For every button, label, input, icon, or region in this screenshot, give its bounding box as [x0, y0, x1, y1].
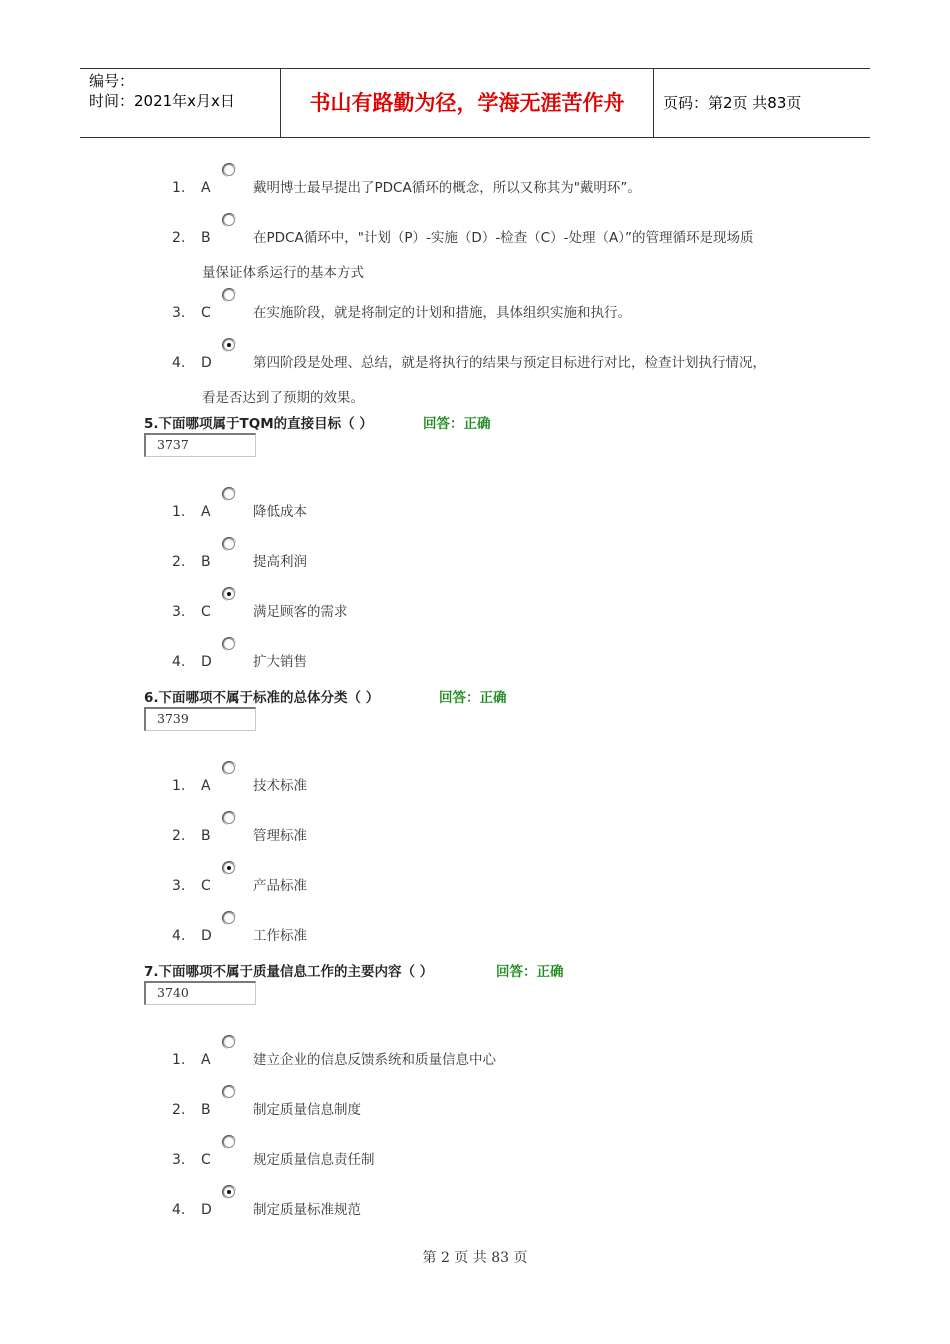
option-letter: D — [201, 654, 212, 670]
option-number: 4. — [172, 355, 186, 371]
radio-button-selected[interactable] — [223, 588, 235, 600]
q6-option-d[interactable] — [0, 908, 950, 958]
option-number: 4. — [172, 1202, 186, 1218]
radio-button[interactable] — [223, 812, 235, 824]
radio-button-selected[interactable] — [223, 339, 235, 351]
q5-option-d[interactable] — [0, 634, 950, 684]
radio-button-selected[interactable] — [223, 862, 235, 874]
option-letter: B — [201, 828, 211, 844]
answer-status: 回答：正确 — [423, 416, 491, 432]
option-number: 2. — [172, 230, 186, 246]
header-motto: 书山有路勤为径，学海无涯苦作舟 — [281, 69, 654, 137]
radio-button[interactable] — [223, 214, 235, 226]
q5-option-b[interactable] — [0, 534, 950, 584]
radio-button[interactable] — [223, 762, 235, 774]
q7-option-b[interactable] — [0, 1082, 950, 1132]
radio-button-selected[interactable] — [223, 1186, 235, 1198]
code-label: 编号： — [89, 72, 135, 90]
option-letter: C — [201, 604, 211, 620]
option-letter: A — [201, 778, 211, 794]
question-code-field[interactable]: 3737 — [144, 433, 256, 457]
option-text: 第四阶段是处理、总结，就是将执行的结果与预定目标进行对比，检查计划执行情况， — [253, 355, 766, 371]
page-header — [80, 68, 870, 138]
option-number: 2. — [172, 1102, 186, 1118]
question-code-field[interactable]: 3740 — [144, 981, 256, 1005]
radio-button[interactable] — [223, 1136, 235, 1148]
option-letter: B — [201, 230, 211, 246]
answer-status: 回答：正确 — [439, 690, 507, 706]
option-number: 1. — [172, 1052, 186, 1068]
option-number: 4. — [172, 928, 186, 944]
question-text: 5.下面哪项属于TQM的直接目标（ ） — [144, 416, 373, 432]
option-number: 3. — [172, 604, 186, 620]
option-text: 建立企业的信息反馈系统和质量信息中心 — [253, 1052, 496, 1068]
header-meta — [80, 69, 281, 137]
q7-option-c[interactable] — [0, 1132, 950, 1182]
q6-option-c[interactable] — [0, 858, 950, 908]
option-text: 制定质量信息制度 — [253, 1102, 361, 1118]
option-text: 规定质量信息责任制 — [253, 1152, 375, 1168]
radio-button[interactable] — [223, 164, 235, 176]
option-text-continued: 看是否达到了预期的效果。 — [202, 390, 364, 406]
radio-button[interactable] — [223, 912, 235, 924]
option-letter: C — [201, 305, 211, 321]
option-text: 降低成本 — [253, 504, 307, 520]
q6-option-b[interactable] — [0, 808, 950, 858]
option-number: 3. — [172, 878, 186, 894]
radio-button[interactable] — [223, 538, 235, 550]
option-letter: A — [201, 180, 211, 196]
option-text: 在PDCA循环中，"计划（P）-实施（D）-检查（C）-处理（A）”的管理循环是现场质 — [253, 230, 754, 246]
option-text: 满足顾客的需求 — [253, 604, 348, 620]
q4-option-c[interactable] — [0, 285, 950, 335]
option-letter: A — [201, 504, 211, 520]
option-number: 2. — [172, 554, 186, 570]
option-letter: D — [201, 928, 212, 944]
question-text: 6.下面哪项不属于标准的总体分类（ ） — [144, 690, 380, 706]
option-number: 3. — [172, 305, 186, 321]
option-text-continued: 量保证体系运行的基本方式 — [202, 265, 364, 281]
option-text: 戴明博士最早提出了PDCA循环的概念，所以又称其为"戴明环”。 — [253, 180, 641, 196]
time-label: 时间：2021年x月x日 — [89, 92, 235, 110]
option-letter: D — [201, 355, 212, 371]
header-page-info: 页码：第2页 共83页 — [663, 94, 802, 112]
option-letter: B — [201, 554, 211, 570]
option-number: 1. — [172, 504, 186, 520]
option-number: 1. — [172, 778, 186, 794]
q4-option-d[interactable] — [0, 335, 950, 406]
radio-button[interactable] — [223, 488, 235, 500]
option-text: 制定质量标准规范 — [253, 1202, 361, 1218]
option-text: 扩大销售 — [253, 654, 307, 670]
option-text: 管理标准 — [253, 828, 307, 844]
q7-option-a[interactable] — [0, 1032, 950, 1082]
q5-option-a[interactable] — [0, 484, 950, 534]
radio-button[interactable] — [223, 289, 235, 301]
option-text: 工作标准 — [253, 928, 307, 944]
option-letter: A — [201, 1052, 211, 1068]
option-letter: D — [201, 1202, 212, 1218]
radio-button[interactable] — [223, 1036, 235, 1048]
option-text: 产品标准 — [253, 878, 307, 894]
q4-option-b[interactable] — [0, 210, 950, 281]
question-text: 7.下面哪项不属于质量信息工作的主要内容（ ） — [144, 964, 434, 980]
page-footer: 第 2 页 共 83 页 — [422, 1250, 528, 1266]
option-number: 4. — [172, 654, 186, 670]
option-text: 提高利润 — [253, 554, 307, 570]
question-code-field[interactable]: 3739 — [144, 707, 256, 731]
answer-status: 回答：正确 — [496, 964, 564, 980]
option-text: 在实施阶段，就是将制定的计划和措施，具体组织实施和执行。 — [253, 305, 631, 321]
option-number: 3. — [172, 1152, 186, 1168]
radio-button[interactable] — [223, 1086, 235, 1098]
option-letter: B — [201, 1102, 211, 1118]
option-text: 技术标准 — [253, 778, 307, 794]
q4-option-a[interactable] — [0, 160, 950, 210]
q7-option-d[interactable] — [0, 1182, 950, 1232]
q6-option-a[interactable] — [0, 758, 950, 808]
option-number: 2. — [172, 828, 186, 844]
q5-option-c[interactable] — [0, 584, 950, 634]
radio-button[interactable] — [223, 638, 235, 650]
option-number: 1. — [172, 180, 186, 196]
option-letter: C — [201, 1152, 211, 1168]
option-letter: C — [201, 878, 211, 894]
